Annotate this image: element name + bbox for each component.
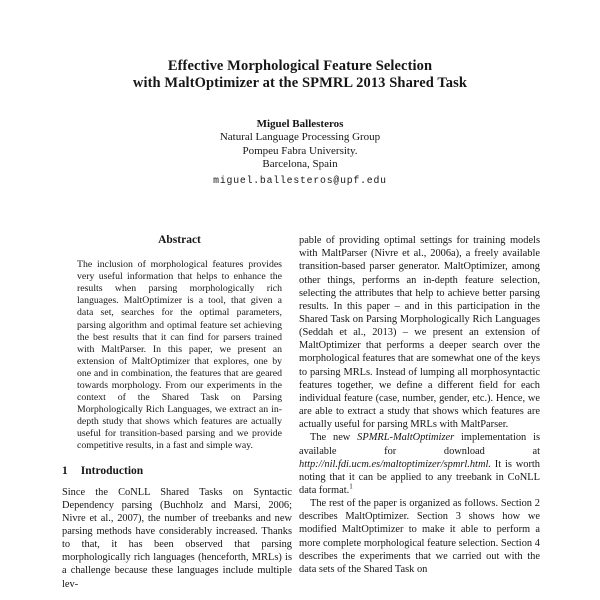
section-1-heading bbox=[62, 465, 292, 477]
download-url[interactable]: http://nil.fdi.ucm.es/maltoptimizer/spmrl.html. bbox=[299, 458, 491, 470]
text-run: It is worth noting that it can be applied to any treebank in CoNLL data format. bbox=[299, 458, 540, 496]
author-affiliation-group: Natural Language Processing Group bbox=[219, 131, 381, 144]
tool-name-italic: SPMRL-MaltOptimizer bbox=[357, 432, 455, 444]
right-column bbox=[299, 234, 540, 591]
right-paragraph-3: The rest of the paper is organized as follows. Section 2 describes MaltOptimizer. Section 3 shows how we modified MaltOptimizer to make it able to perform a more complete morphological feature selection. Section 4 describes the experiments that we carried out with the data sets of the Shared Task on bbox=[299, 498, 540, 575]
author-email: miguel.ballesteros@upf.edu bbox=[213, 174, 387, 186]
text-run: implementation is available for download at bbox=[299, 432, 540, 457]
section-title: Introduction bbox=[80, 464, 144, 477]
title-line-2: with MaltOptimizer at the SPMRL 2013 Shared Task bbox=[132, 75, 468, 91]
footnote-marker: 1 bbox=[349, 482, 353, 491]
left-column bbox=[62, 234, 292, 591]
intro-paragraph: Since the CoNLL Shared Tasks on Syntactic Dependency parsing (Buchholz and Marsi, 2006; Nivre et al., 2007), the number of treebanks and new parsing methods have considerably increased. Thanks to that, it has been observed that parsing morphologically rich languages (henceforth, MRLs) is a challenge because these languages include multiple lev- bbox=[62, 486, 292, 590]
title-line-1: Effective Morphological Feature Selection bbox=[167, 58, 433, 74]
two-column-body bbox=[62, 234, 540, 591]
paper-title bbox=[0, 58, 600, 92]
right-paragraph-1: pable of providing optimal settings for training models with MaltParser (Nivre et al., 2006a), a freely available transition-based parser generator. MaltOptimizer, among other things, performs an in-depth feature selection, selecting the attributes that help to achieve better parsing results. In this paper – and in this participation in the Shared Task on Parsing Morphologically Rich Languages (Seddah et al., 2013) – we present an extension of MaltOptimizer that performs a deeper search over the morphological features that are somewhat one of the keys to parsing MRLs. Instead of lumping all morphosyntactic features together, we define a different field for each individual feature (case, number, gender, etc.). Hence, we are able to extract a study that shows which features are actually useful for parsing MRLs with MaltParser. bbox=[299, 235, 540, 431]
abstract-heading: Abstract bbox=[158, 234, 201, 247]
author-block bbox=[0, 118, 600, 187]
author-affiliation-university: Pompeu Fabra University. bbox=[242, 144, 358, 157]
section-number: 1 bbox=[62, 464, 68, 477]
right-paragraph-2 bbox=[299, 431, 540, 497]
author-name: Miguel Ballesteros bbox=[256, 118, 344, 130]
author-affiliation-city: Barcelona, Spain bbox=[262, 158, 338, 171]
text-run: The new bbox=[310, 432, 358, 444]
abstract-text: The inclusion of morphological features provides very useful information that helps to enhance the results when parsing morphologically rich languages. MaltOptimizer is a tool, that given a data set, searches for the optimal parameters, parsing algorithm and optimal feature set achieving the best results that it can find for parsers trained with MaltParser. In this paper, we present an extension of MaltOptimizer that explores, one by one and in combination, the features that are geared towards morphology. From our experiments in the context of the Shared Task on Parsing Morphologically Rich Languages, we extract an in-depth study that shows which features are actually useful for transition-based parsing and we provide competitive results, in a fast and simple way. bbox=[77, 259, 282, 452]
